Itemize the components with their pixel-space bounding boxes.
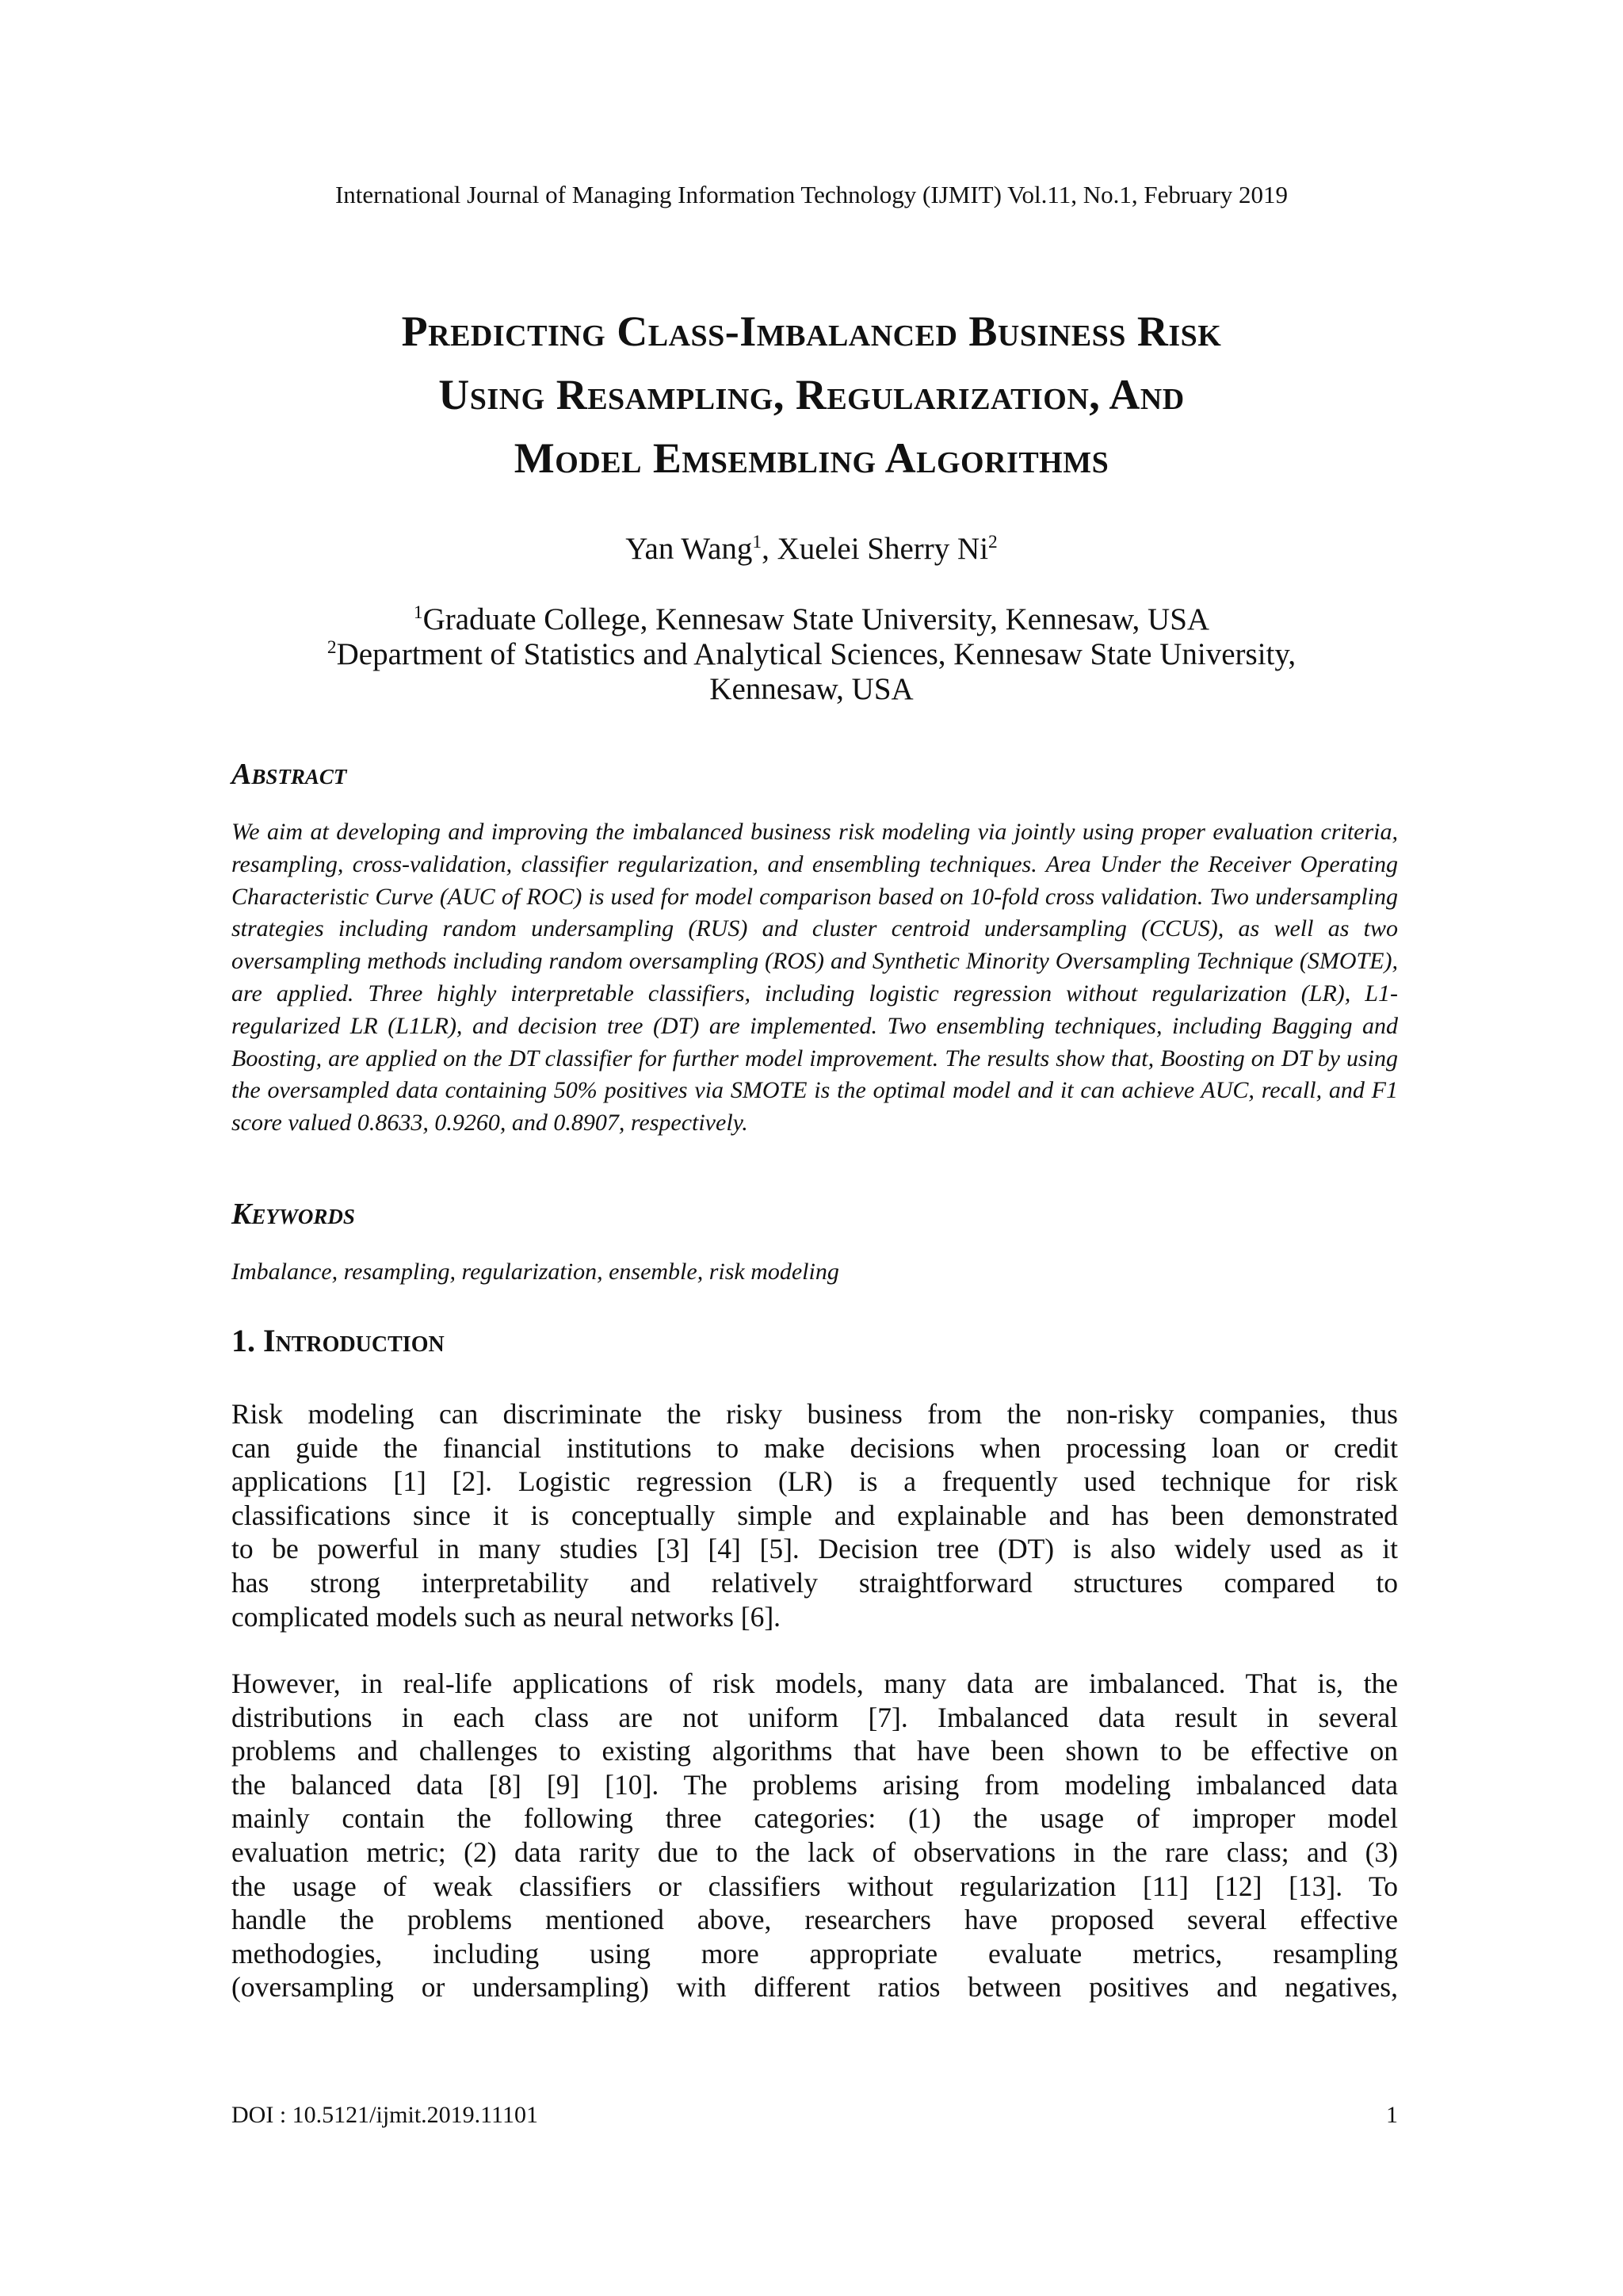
text-line: the balanced data [8] [9] [10]. The problems arising from modeling imbalanced data — [231, 1768, 1398, 1801]
footer-doi: DOI : 10.5121/ijmit.2019.11101 — [231, 2102, 538, 2128]
text-line: However, in real-life applications of risk models, many data are imbalanced. That is, the — [231, 1668, 1398, 1699]
text-line: Risk modeling can discriminate the risky business from the non-risky companies, thus — [231, 1398, 1398, 1430]
text-line: can guide the financial institutions to make decisions when processing loan or credit — [231, 1431, 1398, 1464]
keywords-text: Imbalance, resampling, regularization, ensemble, risk modeling — [231, 1259, 839, 1285]
author-sup: 1 — [752, 532, 762, 552]
keywords-heading: Keywords — [231, 1198, 355, 1231]
text-line: applications [1] [2]. Logistic regression (LR) is a frequently used technique for risk — [231, 1465, 1398, 1498]
abstract-text: We aim at developing and improving the imbalanced business risk modeling via jointly using proper evaluation criteria, resampling, cross-validation, classifier regularization, and ensembling techniques. Area Under the Receiver Operating Characteristic Curve (AUC of ROC) is used for model comparison based on 10-fold cross validation. Two undersampling strategies including random undersampling (RUS) and cluster centroid undersampling (CCUS), as well as two oversampling methods including random oversampling (ROS) and Synthetic Minority Oversampling Technique (SMOTE), are applied. Three highly interpretable classifiers, including logistic regression without regularization (LR), L1-regularized LR (L1LR), and decision tree (DT) are implemented. Two ensembling techniques, including Bagging and Boosting, are applied on the DT classifier for further model improvement. The results show that, Boosting on DT by using the oversampled data containing 50% positives via SMOTE is the optimal model and it can achieve AUC, recall, and F1 score valued 0.8633, 0.9260, and 0.8907, respectively. — [231, 819, 1398, 1137]
text-line: classifications since it is conceptually simple and explainable and has been demonstrated — [231, 1499, 1398, 1531]
text-line: distributions in each class are not uniform [7]. Imbalanced data result in several — [231, 1701, 1398, 1733]
paper-title — [119, 300, 1504, 490]
text-line: has strong interpretability and relatively straightforward structures compared to — [231, 1566, 1398, 1599]
affiliation-2: $^2$Department of Statistics and Analytical Sciences, Kennesaw State University, — [327, 637, 1296, 671]
author-list — [0, 531, 1623, 567]
title-line: Predicting Class-Imbalanced Business Risk — [401, 308, 1222, 355]
text-line: (oversampling or undersampling) with different ratios between positives and negatives, — [231, 1971, 1398, 2004]
abstract-heading: Abstract — [231, 758, 347, 791]
author-name: Yan Wang — [625, 532, 753, 566]
text-line: evaluation metric; (2) data rarity due to the lack of observations in the rare class; and (3) — [231, 1836, 1398, 1868]
intro-paragraph-2 — [231, 1667, 1398, 2004]
section-heading-introduction: 1. Introduction — [231, 1323, 445, 1358]
text-line: methodogies, including using more appropriate evaluate metrics, resampling — [231, 1937, 1398, 1969]
author-name: Xuelei Sherry Ni — [777, 532, 989, 566]
text-line: the usage of weak classifiers or classifiers without regularization [11] [12] [13]. To — [231, 1870, 1398, 1902]
text-line: complicated models such as neural networks [6]. — [231, 1600, 781, 1633]
page-number: 1 — [1386, 2102, 1398, 2128]
text-line: problems and challenges to existing algorithms that have been shown to be effective on — [231, 1735, 1398, 1767]
text-line: mainly contain the following three categories: (1) the usage of improper model — [231, 1802, 1398, 1835]
running-header: International Journal of Managing Information Technology (IJMIT) Vol.11, No.1, February 2019 — [334, 181, 1288, 208]
title-line: Using Resampling, Regularization, And — [438, 371, 1185, 418]
affiliation-1: $^1$Graduate College, Kennesaw State University, Kennesaw, USA — [413, 602, 1210, 636]
intro-paragraph-1 — [231, 1397, 1398, 1633]
author-sup: 2 — [988, 532, 998, 552]
text-line: handle the problems mentioned above, researchers have proposed several effective — [231, 1904, 1398, 1936]
affiliations — [0, 602, 1623, 707]
text-line: to be powerful in many studies [3] [4] [5]. Decision tree (DT) is also widely used as it — [231, 1533, 1398, 1565]
affiliation-2-cont: Kennesaw, USA — [709, 672, 914, 706]
title-line: Model Emsembling Algorithms — [514, 434, 1109, 482]
author-separator: , — [762, 532, 777, 566]
